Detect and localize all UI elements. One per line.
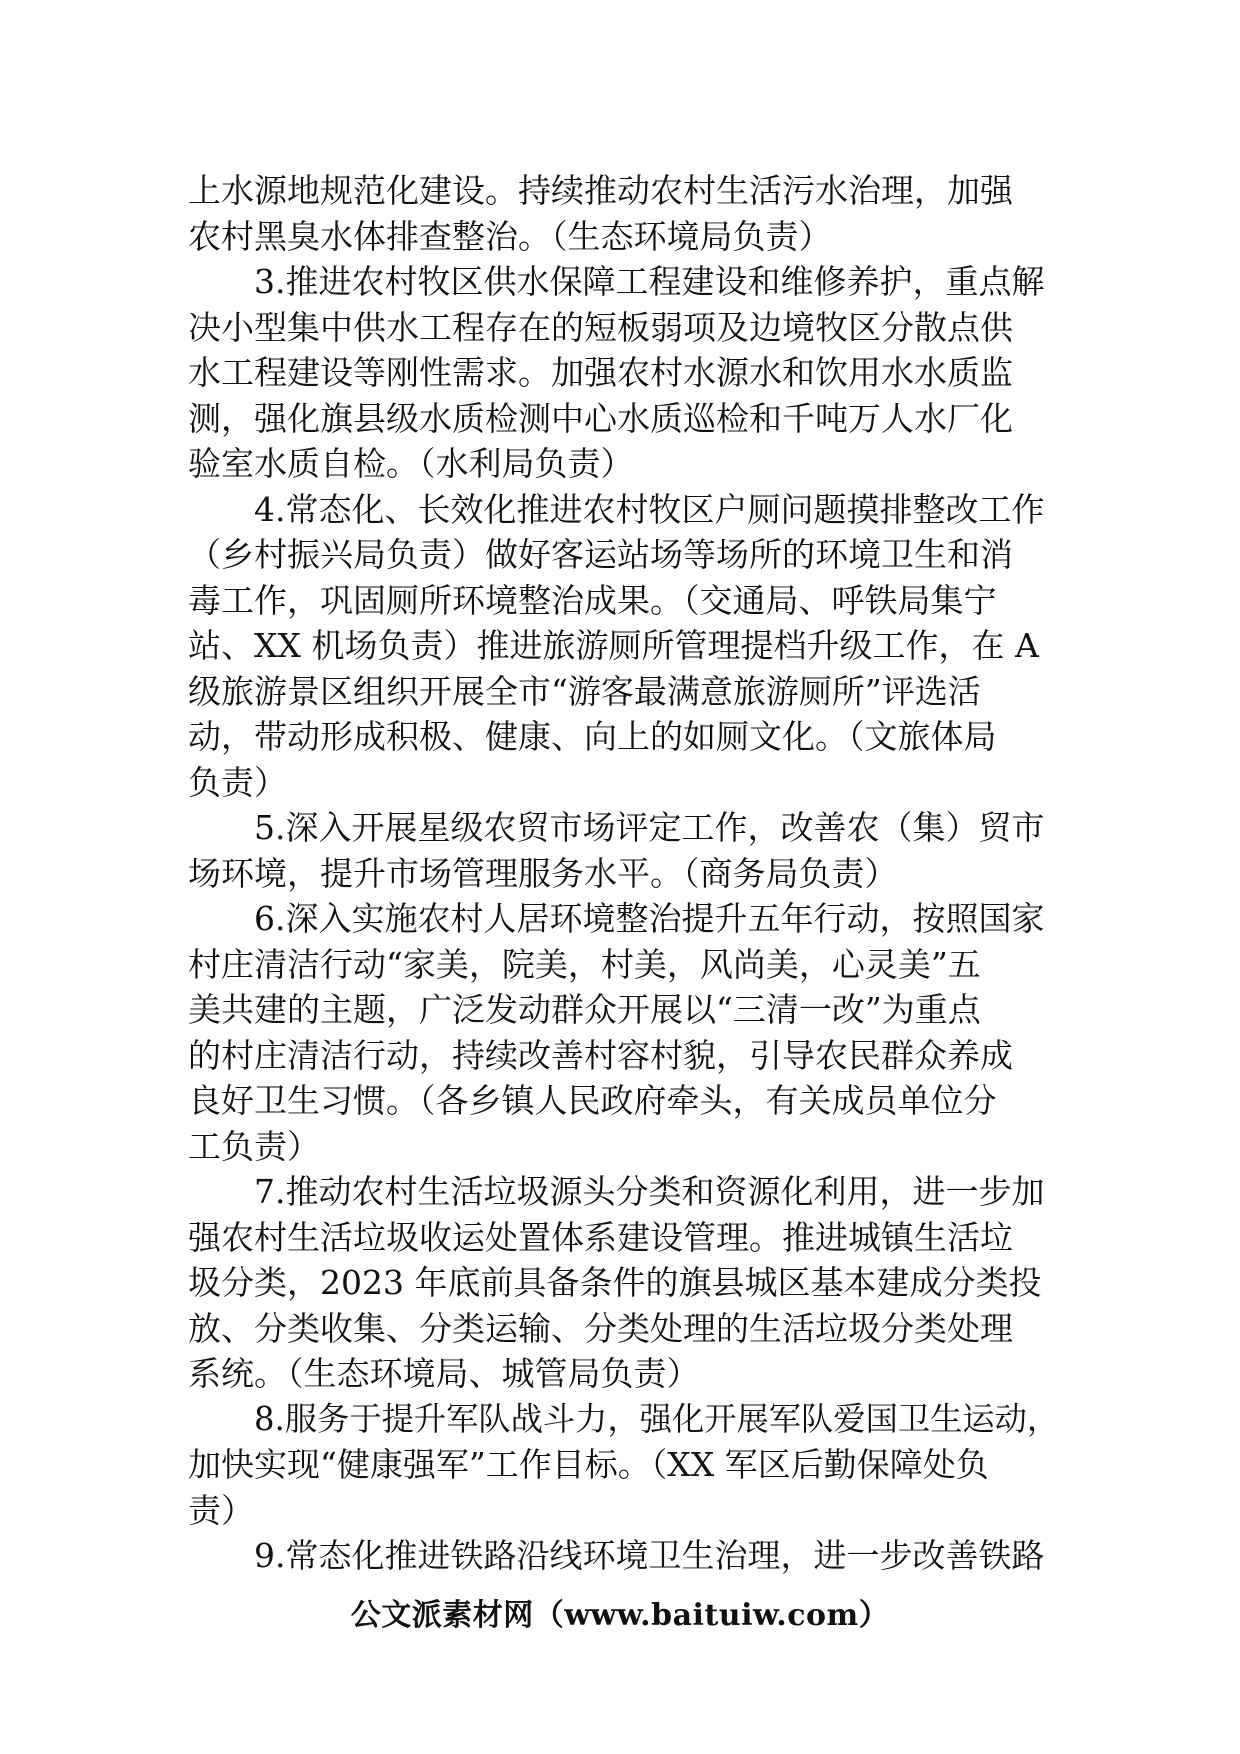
text-line: 测，强化旗县级水质检测中心水质巡检和千吨万人水厂化 (188, 398, 1013, 438)
text-line: 9.常态化推进铁路沿线环境卫生治理，进一步改善铁路 (254, 1536, 1045, 1575)
text-line: 强农村生活垃圾收运处置体系建设管理。推进城镇生活垃 (188, 1217, 1013, 1257)
text-line: 负责） (188, 762, 287, 802)
text-line: 3.推进农村牧区供水保障工程建设和维修养护，重点解 (254, 262, 1045, 301)
text-line: 6.深入实施农村人居环境整治提升五年行动，按照国家 (254, 899, 1045, 938)
text-line: 站、XX 机场负责）推进旅游厕所管理提档升级工作，在 A (188, 626, 1039, 665)
text-line: 场环境，提升市场管理服务水平。（商务局负责） (188, 853, 898, 893)
text-line: 验室水质自检。（水利局负责） (188, 444, 634, 483)
text-line: 毒工作，巩固厕所环境整治成果。（交通局、呼铁局集宁 (188, 580, 997, 620)
text-line: 动，带动形成积极、健康、向上的如厕文化。（文旅体局 (188, 717, 997, 756)
text-line: 上水源地规范化建设。持续推动农村生活污水治理，加强 (188, 171, 1013, 210)
text-line: 水工程建设等刚性需求。加强农村水源水和饮用水水质监 (188, 353, 1013, 392)
text-line: 4.常态化、长效化推进农村牧区户厕问题摸排整改工作 (254, 489, 1045, 529)
text-line: 美共建的主题，广泛发动群众开展以“三清一改”为重点 (188, 990, 981, 1029)
text-line: 圾分类，2023 年底前具备条件的旗县城区基本建成分类投 (188, 1263, 1042, 1302)
text-line: 级旅游景区组织开展全市“游客最满意旅游厕所”评选活 (188, 671, 981, 711)
text-line: （乡村振兴局负责）做好客运站场等场所的环境卫生和消 (188, 535, 1013, 574)
text-line: 5.深入开展星级农贸市场评定工作，改善农（集）贸市 (254, 808, 1045, 847)
text-line: 加快实现“健康强军”工作目标。（XX 军区后勤保障处负 (188, 1445, 989, 1484)
text-line: 决小型集中供水工程存在的短板弱项及边境牧区分散点供 (188, 307, 1013, 347)
text-line: 7.推动农村生活垃圾源头分类和资源化利用，进一步加 (254, 1172, 1045, 1211)
text-line: 工负责） (188, 1126, 320, 1166)
text-line: 村庄清洁行动“家美，院美，村美，风尚美，心灵美”五 (188, 944, 981, 984)
text-line: 8.服务于提升军队战斗力，强化开展军队爱国卫生运动， (254, 1399, 1060, 1438)
text-line: 良好卫生习惯。（各乡镇人民政府牵头，有关成员单位分 (188, 1081, 997, 1120)
document-body (188, 168, 1060, 1579)
text-line: 放、分类收集、分类运输、分类处理的生活垃圾分类处理 (188, 1308, 1013, 1348)
footer-watermark: 公文派素材网（www.baituiw.com） (350, 1598, 890, 1633)
text-line: 农村黑臭水体排查整治。（生态环境局负责） (188, 216, 832, 256)
text-line: 系统。（生态环境局、城管局负责） (188, 1354, 700, 1393)
text-line: 的村庄清洁行动，持续改善村容村貌，引导农民群众养成 (188, 1035, 1013, 1075)
text-line: 责） (188, 1490, 254, 1530)
